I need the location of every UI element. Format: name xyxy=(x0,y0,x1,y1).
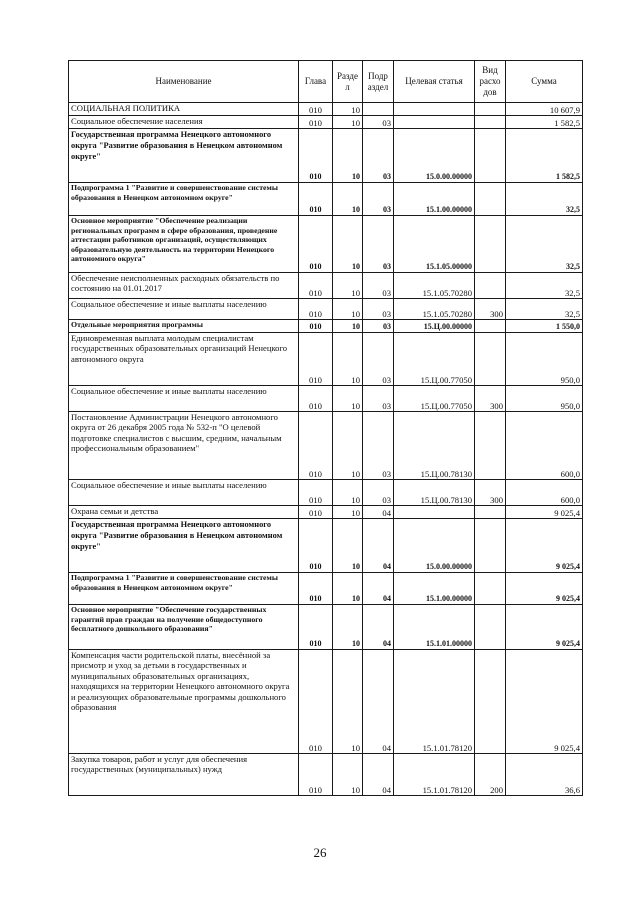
cell-amount: 9 025,4 xyxy=(506,650,583,754)
table-row xyxy=(69,299,583,320)
cell-chapter: 010 xyxy=(299,754,333,796)
cell-chapter: 010 xyxy=(299,519,333,573)
cell-amount: 32,5 xyxy=(506,273,583,299)
cell-expense-type xyxy=(475,216,506,273)
cell-subsection: 03 xyxy=(363,116,394,129)
cell-subsection: 04 xyxy=(363,573,394,605)
cell-section: 10 xyxy=(333,129,363,183)
cell-subsection: 04 xyxy=(363,650,394,754)
cell-subsection: 03 xyxy=(363,480,394,506)
cell-name: Единовременная выплата молодым специалистам государственных образовательных организаций Ненецкого автономного округа xyxy=(69,333,299,386)
cell-section: 10 xyxy=(333,216,363,273)
cell-expense-type: 300 xyxy=(475,386,506,412)
cell-section: 10 xyxy=(333,116,363,129)
cell-subsection: 04 xyxy=(363,754,394,796)
cell-expense-type xyxy=(475,116,506,129)
cell-section: 10 xyxy=(333,386,363,412)
cell-section: 10 xyxy=(333,103,363,116)
cell-name: Социальное обеспечение и иные выплаты населению xyxy=(69,299,299,320)
cell-chapter: 010 xyxy=(299,129,333,183)
cell-target: 15.Ц.00.00000 xyxy=(394,320,475,333)
cell-expense-type: 300 xyxy=(475,480,506,506)
cell-target: 15.Ц.00.78130 xyxy=(394,412,475,480)
table-row xyxy=(69,519,583,573)
cell-chapter: 010 xyxy=(299,320,333,333)
cell-expense-type xyxy=(475,129,506,183)
cell-subsection: 03 xyxy=(363,216,394,273)
cell-target: 15.Ц.00.78130 xyxy=(394,480,475,506)
cell-section: 10 xyxy=(333,299,363,320)
cell-amount: 36,6 xyxy=(506,754,583,796)
table-row xyxy=(69,273,583,299)
cell-chapter: 010 xyxy=(299,299,333,320)
cell-name: Постановление Администрации Ненецкого автономного округа от 26 декабря 2005 года № 532-п "О целевой подготовке специалистов с высшим, средним, начальным профессиональным образованием" xyxy=(69,412,299,480)
cell-target: 15.0.00.00000 xyxy=(394,129,475,183)
table-row xyxy=(69,333,583,386)
cell-chapter: 010 xyxy=(299,605,333,650)
cell-expense-type xyxy=(475,506,506,519)
cell-target: 15.1.01.78120 xyxy=(394,650,475,754)
cell-amount: 32,5 xyxy=(506,216,583,273)
cell-section: 10 xyxy=(333,573,363,605)
cell-amount: 32,5 xyxy=(506,299,583,320)
cell-chapter: 010 xyxy=(299,333,333,386)
cell-amount: 600,0 xyxy=(506,412,583,480)
cell-amount: 1 550,0 xyxy=(506,320,583,333)
cell-name: Государственная программа Ненецкого автономного округа "Развитие образования в Ненецком автономном округе" xyxy=(69,129,299,183)
cell-target: 15.Ц.00.77050 xyxy=(394,333,475,386)
cell-name: Социальное обеспечение и иные выплаты населению xyxy=(69,480,299,506)
cell-expense-type xyxy=(475,183,506,216)
cell-section: 10 xyxy=(333,605,363,650)
cell-name: СОЦИАЛЬНАЯ ПОЛИТИКА xyxy=(69,103,299,116)
cell-section: 10 xyxy=(333,650,363,754)
cell-target: 15.1.05.00000 xyxy=(394,216,475,273)
cell-target: 15.Ц.00.77050 xyxy=(394,386,475,412)
cell-chapter: 010 xyxy=(299,103,333,116)
cell-subsection: 03 xyxy=(363,273,394,299)
header-row xyxy=(69,61,583,103)
cell-amount: 9 025,4 xyxy=(506,605,583,650)
header-chapter: Глава xyxy=(299,61,333,103)
table-row xyxy=(69,573,583,605)
cell-name: Основное мероприятие "Обеспечение государственных гарантий прав граждан на получение общедоступного бесплатного дошкольного образования" xyxy=(69,605,299,650)
cell-section: 10 xyxy=(333,506,363,519)
table-row xyxy=(69,320,583,333)
table-row xyxy=(69,605,583,650)
cell-chapter: 010 xyxy=(299,116,333,129)
table-row xyxy=(69,183,583,216)
cell-section: 10 xyxy=(333,333,363,386)
cell-target: 15.0.00.00000 xyxy=(394,519,475,573)
cell-amount: 32,5 xyxy=(506,183,583,216)
cell-expense-type xyxy=(475,412,506,480)
table-row xyxy=(69,480,583,506)
cell-name: Подпрограмма 1 "Развитие и совершенствование системы образования в Ненецком автономном округе" xyxy=(69,183,299,216)
cell-target: 15.1.01.78120 xyxy=(394,754,475,796)
header-expense-type: Вид расхо дов xyxy=(475,61,506,103)
cell-expense-type xyxy=(475,273,506,299)
cell-section: 10 xyxy=(333,519,363,573)
cell-target xyxy=(394,506,475,519)
table-row xyxy=(69,650,583,754)
cell-chapter: 010 xyxy=(299,386,333,412)
cell-subsection: 03 xyxy=(363,412,394,480)
table-row xyxy=(69,386,583,412)
table-row xyxy=(69,216,583,273)
cell-subsection xyxy=(363,103,394,116)
cell-target: 15.1.00.00000 xyxy=(394,573,475,605)
cell-name: Обеспечение неисполненных расходных обязательств по состоянию на 01.01.2017 xyxy=(69,273,299,299)
cell-section: 10 xyxy=(333,412,363,480)
cell-name: Социальное обеспечение и иные выплаты населению xyxy=(69,386,299,412)
cell-expense-type xyxy=(475,573,506,605)
header-amount: Сумма xyxy=(506,61,583,103)
cell-expense-type: 200 xyxy=(475,754,506,796)
cell-subsection: 03 xyxy=(363,386,394,412)
cell-section: 10 xyxy=(333,480,363,506)
cell-amount: 950,0 xyxy=(506,333,583,386)
table-row xyxy=(69,754,583,796)
cell-amount: 1 582,5 xyxy=(506,129,583,183)
cell-target xyxy=(394,103,475,116)
table-row xyxy=(69,129,583,183)
cell-subsection: 03 xyxy=(363,129,394,183)
cell-section: 10 xyxy=(333,754,363,796)
cell-amount: 10 607,9 xyxy=(506,103,583,116)
page-number: 26 xyxy=(313,845,327,860)
cell-chapter: 010 xyxy=(299,216,333,273)
cell-expense-type xyxy=(475,320,506,333)
header-target: Целевая статья xyxy=(394,61,475,103)
header-name: Наименование xyxy=(69,61,299,103)
cell-amount: 9 025,4 xyxy=(506,573,583,605)
cell-target: 15.1.05.70280 xyxy=(394,299,475,320)
cell-chapter: 010 xyxy=(299,412,333,480)
cell-target: 15.1.00.00000 xyxy=(394,183,475,216)
cell-name: Государственная программа Ненецкого автономного округа "Развитие образования в Ненецком автономном округе" xyxy=(69,519,299,573)
cell-subsection: 03 xyxy=(363,183,394,216)
cell-expense-type xyxy=(475,333,506,386)
cell-chapter: 010 xyxy=(299,183,333,216)
cell-name: Социальное обеспечение населения xyxy=(69,116,299,129)
cell-amount: 9 025,4 xyxy=(506,519,583,573)
header-subsection: Подр аздел xyxy=(363,61,394,103)
cell-subsection: 04 xyxy=(363,605,394,650)
header-section: Разде л xyxy=(333,61,363,103)
cell-subsection: 04 xyxy=(363,506,394,519)
cell-amount: 950,0 xyxy=(506,386,583,412)
table-row xyxy=(69,506,583,519)
cell-section: 10 xyxy=(333,320,363,333)
cell-subsection: 04 xyxy=(363,519,394,573)
cell-amount: 600,0 xyxy=(506,480,583,506)
cell-section: 10 xyxy=(333,183,363,216)
table-row xyxy=(69,103,583,116)
table-row xyxy=(69,116,583,129)
cell-amount: 1 582,5 xyxy=(506,116,583,129)
cell-expense-type xyxy=(475,519,506,573)
cell-expense-type xyxy=(475,103,506,116)
cell-chapter: 010 xyxy=(299,650,333,754)
table-row xyxy=(69,412,583,480)
cell-target: 15.1.01.00000 xyxy=(394,605,475,650)
table-body xyxy=(69,103,583,796)
cell-chapter: 010 xyxy=(299,506,333,519)
cell-name: Закупка товаров, работ и услуг для обеспечения государственных (муниципальных) нужд xyxy=(69,754,299,796)
cell-amount: 9 025,4 xyxy=(506,506,583,519)
cell-subsection: 03 xyxy=(363,320,394,333)
cell-expense-type xyxy=(475,605,506,650)
cell-expense-type: 300 xyxy=(475,299,506,320)
cell-name: Подпрограмма 1 "Развитие и совершенствование системы образования в Ненецком автономном округе" xyxy=(69,573,299,605)
cell-name: Основное мероприятие "Обеспечение реализации региональных программ в сфере образования, проведение аттестации работников организаций, осуществляющих образовательную деятельность на территории Ненецкого автономного округа" xyxy=(69,216,299,273)
cell-expense-type xyxy=(475,650,506,754)
cell-subsection: 03 xyxy=(363,333,394,386)
cell-name: Отдельные мероприятия программы xyxy=(69,320,299,333)
cell-chapter: 010 xyxy=(299,273,333,299)
cell-target: 15.1.05.70280 xyxy=(394,273,475,299)
cell-section: 10 xyxy=(333,273,363,299)
cell-chapter: 010 xyxy=(299,573,333,605)
cell-target xyxy=(394,116,475,129)
cell-name: Компенсация части родительской платы, внесённой за присмотр и уход за детьми в государственных и муниципальных образовательных организациях, находящихся на территории Ненецкого автономного округа и реализующих образовательные программы дошкольного образования xyxy=(69,650,299,754)
cell-chapter: 010 xyxy=(299,480,333,506)
cell-subsection: 03 xyxy=(363,299,394,320)
budget-table xyxy=(68,60,583,796)
cell-name: Охрана семьи и детства xyxy=(69,506,299,519)
